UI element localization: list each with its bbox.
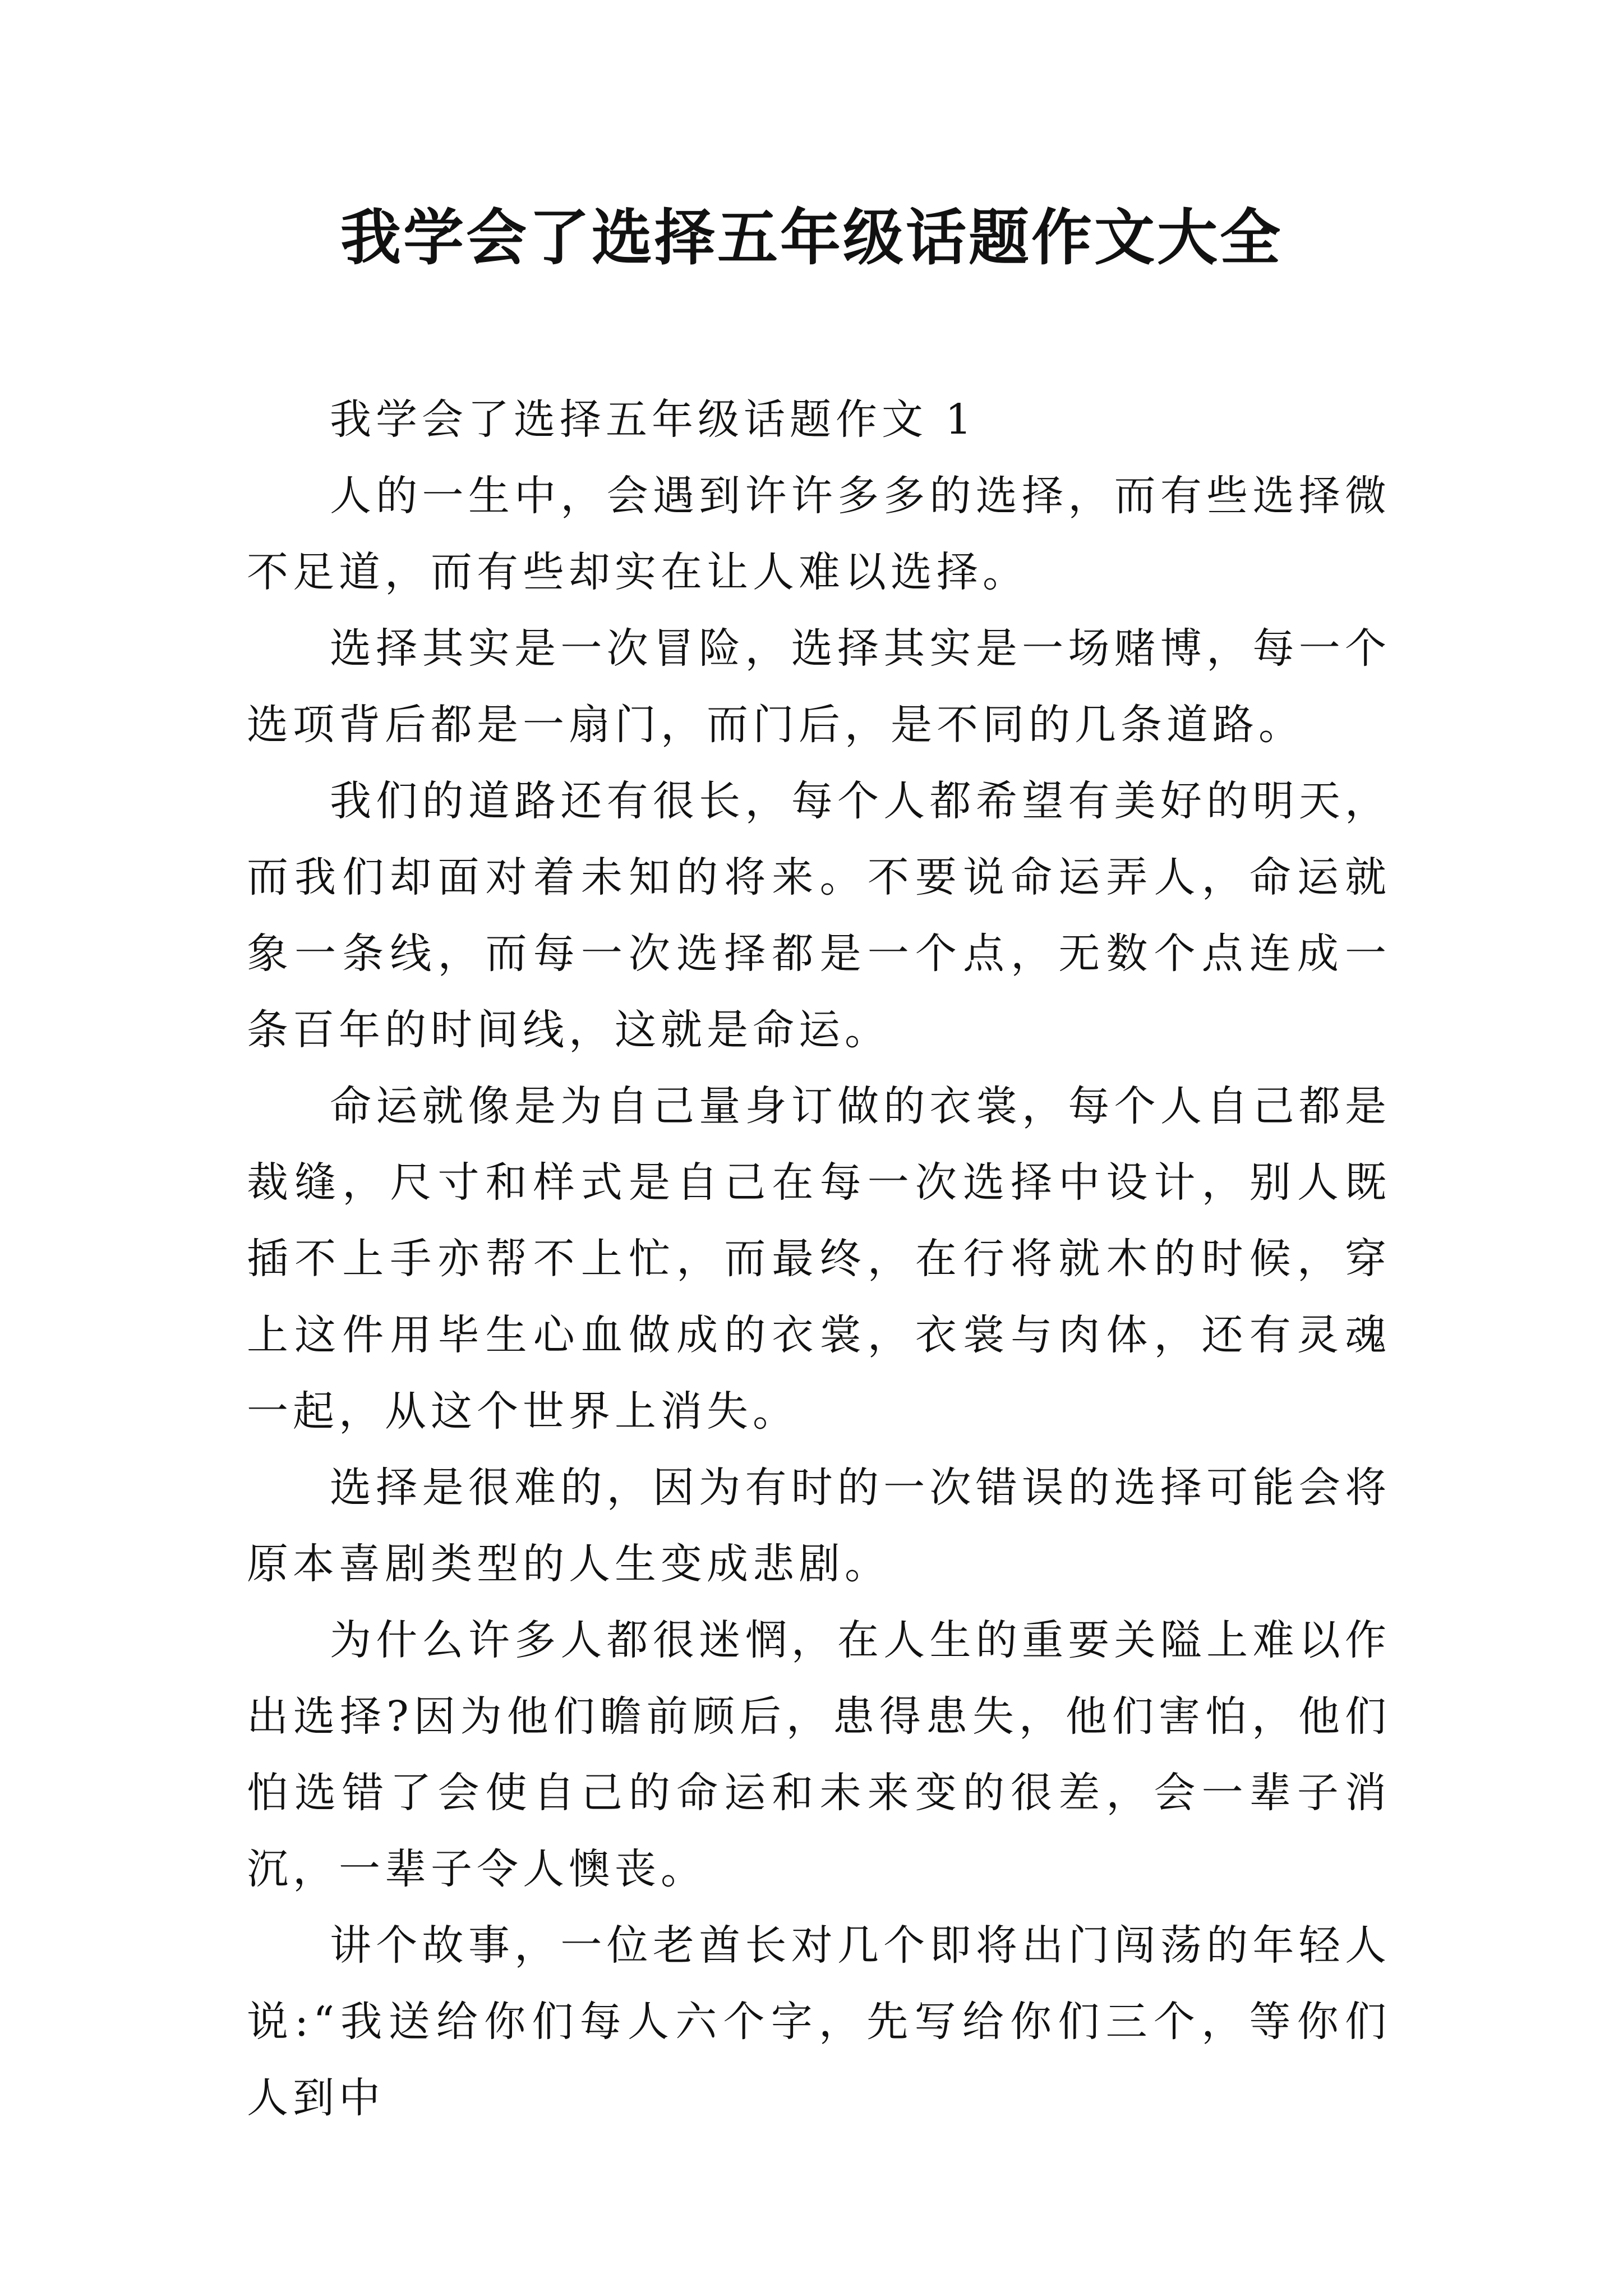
section-heading: 我学会了选择五年级话题作文 1 [330, 395, 976, 444]
paragraph: 选择是很难的，因为有时的一次错误的选择可能会将原本喜剧类型的人生变成悲剧。 [247, 1464, 1391, 1588]
document-body [247, 381, 1391, 2136]
paragraph: 讲个故事，一位老酋长对几个即将出门闯荡的年轻人说:“我送给你们每人六个字，先写给你们三个，等你们人到中 [247, 1921, 1391, 2122]
page-title: 我学会了选择五年级话题作文大全 [340, 203, 1283, 273]
paragraph: 人的一生中，会遇到许许多多的选择，而有些选择微不足道，而有些却实在让人难以选择。 [247, 472, 1391, 596]
paragraph: 我们的道路还有很长，每个人都希望有美好的明天，而我们却面对着未知的将来。不要说命运弄人，命运就象一条线，而每一次选择都是一个点，无数个点连成一条百年的时间线，这就是命运。 [247, 777, 1391, 1054]
paragraph: 为什么许多人都很迷惘，在人生的重要关隘上难以作出选择?因为他们瞻前顾后，患得患失，他们害怕，他们怕选错了会使自己的命运和未来变的很差，会一辈子消沉，一辈子令人懊丧。 [247, 1616, 1391, 1893]
paragraph: 命运就像是为自己量身订做的衣裳，每个人自己都是裁缝，尺寸和样式是自己在每一次选择中设计，别人既插不上手亦帮不上忙，而最终，在行将就木的时候，穿上这件用毕生心血做成的衣裳，衣裳与肉体，还有灵魂一起，从这个世界上消失。 [247, 1082, 1391, 1435]
paragraph: 选择其实是一次冒险，选择其实是一场赌博，每一个选项背后都是一扇门，而门后，是不同的几条道路。 [247, 624, 1391, 749]
